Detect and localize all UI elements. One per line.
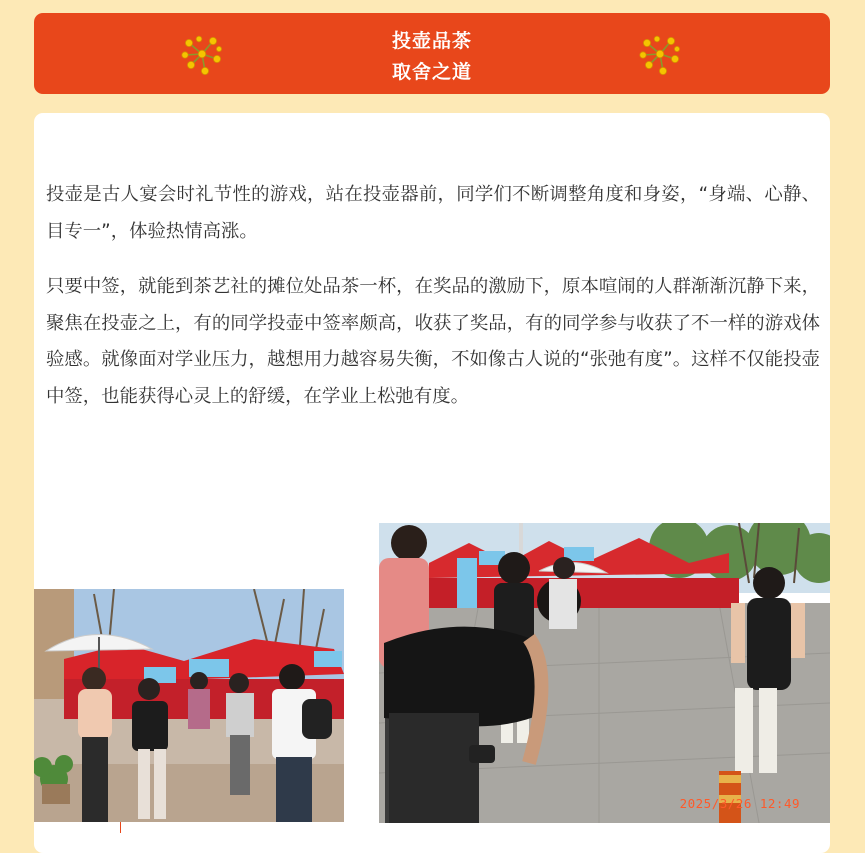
- banner-title-line1: 投壶品茶: [391, 30, 472, 52]
- photo-touhu-game: [379, 523, 830, 823]
- banner-title: [34, 26, 830, 88]
- article-paragraph-2: 只要中签，就能到茶艺社的摊位处品茶一杯，在奖品的激励下，原本喧闹的人群渐渐沉静下来，聚焦在投壶之上，有的同学投壶中签率颇高，收获了奖品，有的同学参与收获了不一样的游戏体验感。就像面对学业压力，越想用力越容易失衡，不如像古人说的“张弛有度”。这样不仅能投壶中签，也能获得心灵上的舒缓，在学业上松弛有度。: [46, 276, 820, 407]
- caption-marker: [120, 822, 121, 833]
- banner-title-line2: 取舍之道: [391, 61, 472, 83]
- title-banner: [34, 13, 830, 94]
- photo-timestamp: 2025/3/26 12:49: [679, 796, 800, 811]
- article-paragraph-1: 投壶是古人宴会时礼节性的游戏，站在投壶器前，同学们不断调整角度和身姿，“身端、心静、目专一”，体验热情高涨。: [46, 184, 820, 242]
- photo-tea-stall: [34, 589, 344, 822]
- flower-icon: [637, 31, 683, 77]
